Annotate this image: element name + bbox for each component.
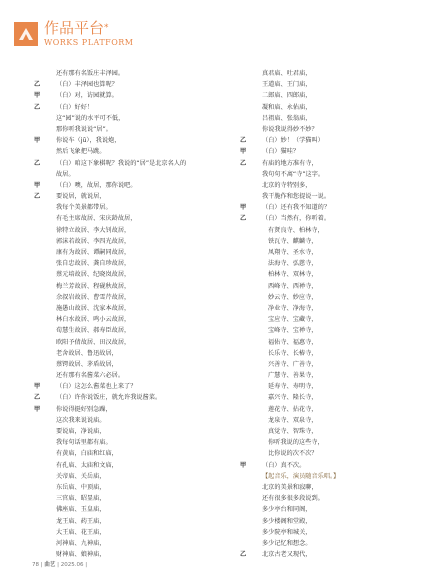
script-line [240, 180, 415, 191]
script-line [240, 135, 415, 146]
line-text: 要说居，就说居， [56, 193, 106, 201]
right-text-column [240, 68, 415, 560]
script-line [240, 504, 415, 515]
line-text: 龙泉寺、双泉寺， [268, 416, 318, 424]
line-text: 我句句不离“寺”这字。 [262, 170, 325, 178]
script-line [34, 90, 209, 101]
script-line [34, 504, 209, 515]
script-line [34, 213, 209, 224]
line-text: 长乐寺、长椿寺， [268, 349, 318, 357]
script-line [240, 124, 415, 135]
line-text: 兴善寺、广善寺， [268, 360, 318, 368]
line-text: 财神庙、娘神庙， [56, 551, 106, 559]
speaker-label: 甲 [240, 148, 247, 156]
line-text: 二郎庙、四郎庙， [262, 92, 312, 100]
line-text: 北京的美景和寂聊， [262, 483, 318, 491]
script-line [34, 202, 209, 213]
page-number: 78 [32, 562, 39, 568]
script-line [34, 102, 209, 113]
script-line [240, 247, 415, 258]
script-line [240, 258, 415, 269]
speaker-label: 甲 [34, 405, 41, 413]
script-line [34, 135, 209, 146]
script-line [240, 202, 415, 213]
section-title [44, 20, 109, 36]
script-line [240, 314, 415, 325]
script-line [34, 68, 209, 79]
line-text: 北京古老又现代， [262, 551, 312, 559]
line-text: 真君庙、吐君庙， [262, 70, 312, 77]
script-line [34, 404, 209, 415]
script-line [34, 437, 209, 448]
script-line [34, 79, 209, 90]
script-line [240, 325, 415, 336]
script-line [34, 516, 209, 527]
line-text: 龙王庙、药王庙， [56, 517, 106, 525]
script-line [240, 381, 415, 392]
magazine-name: 曲艺 [44, 562, 56, 568]
line-text: 妙云寺、妙应寺， [268, 293, 318, 301]
line-text: 还有那有名饭庄丰泽园。 [56, 70, 125, 77]
line-text: （白）对，访园就算。 [56, 92, 118, 100]
script-line [34, 180, 209, 191]
line-text: 你说我说得妙不妙？ [262, 125, 318, 133]
line-text: 故居。 [56, 170, 75, 178]
script-line [240, 538, 415, 549]
left-text-column [34, 68, 209, 560]
line-text: 有毛主席故居、宋庆龄故居， [56, 215, 137, 223]
line-text: 林白水故居、鸣小云故居， [56, 316, 131, 324]
script-line [34, 348, 209, 359]
line-text: 西峰寺、西禅寺， [268, 282, 318, 290]
line-text: 佛座庙、玉皇庙， [56, 506, 106, 514]
speaker-label: 甲 [34, 137, 41, 145]
script-line [240, 79, 415, 90]
line-text: 然后飞象把马跳。 [56, 148, 106, 156]
line-text: 福佑寺、福惠寺， [268, 338, 318, 346]
line-text: （白）还有我不知道的？ [262, 204, 331, 212]
script-line [34, 370, 209, 381]
line-text: 净业寺、净海寺， [268, 304, 318, 312]
script-line [240, 90, 415, 101]
script-line [240, 236, 415, 247]
line-text: 这次我来说说庙。 [56, 416, 106, 424]
line-text: 康有为故居、谭嗣同故居， [56, 249, 131, 256]
line-text: 比你说的次不次？ [268, 450, 318, 458]
script-line [240, 303, 415, 314]
script-line [34, 303, 209, 314]
line-text: 那你听我说说“居”。 [56, 125, 112, 133]
line-text: 北京的寺特别多， [262, 181, 312, 189]
line-text: 荀慧生故居、郝寿臣故居， [56, 327, 131, 335]
script-line [34, 124, 209, 135]
script-line [240, 482, 415, 493]
script-line [34, 281, 209, 292]
page-header [0, 0, 427, 52]
line-text: 蔡元培故居、纪晓岚故居， [56, 271, 131, 279]
script-line [240, 213, 415, 224]
line-text: 张自忠故居、龚自珍故居， [56, 260, 131, 268]
line-text: 蔡锷故居、茅盾故居， [56, 360, 118, 368]
footer-separator: | [40, 562, 43, 568]
line-text: 我每句话里都有庙。 [56, 439, 112, 447]
line-text: 有孔庙、太庙和文庙， [56, 461, 118, 469]
speaker-label: 乙 [240, 159, 247, 167]
script-line [240, 113, 415, 124]
line-text: （白）猫哇？ [262, 148, 300, 156]
line-text: 你说得挺好别急躁， [56, 405, 112, 413]
script-line [34, 460, 209, 471]
script-line [240, 68, 415, 79]
line-text: （白）真不次。 [262, 461, 306, 469]
section-title-text: 作品平台 [44, 19, 105, 37]
line-text: 徐特立故居、李大钊故居， [56, 226, 131, 234]
script-line [34, 325, 209, 336]
line-text: 嘉兴寺、隆长寺， [268, 394, 318, 402]
speaker-label: 甲 [240, 461, 247, 469]
script-line [34, 392, 209, 403]
section-title-en: WORKS PLATFORM [44, 38, 134, 47]
speaker-label: 乙 [240, 137, 247, 145]
script-line [240, 437, 415, 448]
speaker-label: 甲 [34, 92, 41, 100]
script-line [34, 258, 209, 269]
script-line [240, 415, 415, 426]
page-footer [32, 560, 87, 568]
issue-date: 2025.06 | [60, 562, 88, 568]
line-text: 吕祖庙、张翁庙， [262, 114, 312, 122]
stage-direction: 【起音乐，演员随音乐唱。】 [262, 472, 340, 480]
script-line [240, 158, 415, 169]
script-line [34, 549, 209, 560]
script-line [240, 225, 415, 236]
line-text: 多少院亭和城关， [262, 528, 312, 536]
line-text: 你听我说的这些寺， [268, 439, 324, 447]
script-line [240, 448, 415, 459]
line-text: 要说庙，净说庙， [56, 428, 106, 435]
script-line [34, 337, 209, 348]
line-text: （白）许你说饭庄，就允许我说酱菜。 [56, 394, 162, 402]
line-text: 施愚山故居、沈家本故居， [56, 304, 131, 312]
script-line [240, 549, 415, 560]
line-text: 有贤良寺、柏林寺， [268, 226, 324, 234]
line-text: 梅兰芳故居、程砚秋故居， [56, 282, 131, 290]
script-line [34, 191, 209, 202]
line-text: 你说车（jū），我说炮， [56, 137, 121, 145]
script-line [240, 281, 415, 292]
line-text: （白）好好！ [56, 103, 94, 111]
script-line [34, 236, 209, 247]
line-text: 还有很多很多段说到。 [262, 495, 324, 503]
script-line [34, 292, 209, 303]
line-text: 宝应寺、宝藏寺， [268, 316, 318, 324]
script-line [240, 471, 415, 482]
script-line [240, 102, 415, 113]
script-line [240, 493, 415, 504]
line-text: 多少亭台和同阁， [262, 506, 312, 514]
line-text: 关帝庙、关岳庙， [56, 472, 106, 480]
line-text: 我每个美景都带居。 [56, 204, 112, 212]
line-text: 真觉寺、智珠寺， [268, 428, 318, 435]
line-text: 法海寺、弘慈寺， [268, 260, 318, 268]
script-line [240, 292, 415, 303]
script-line [240, 359, 415, 370]
script-line [240, 191, 415, 202]
script-line [34, 381, 209, 392]
script-line [34, 538, 209, 549]
line-text: 郭沫若故居、李四光故居， [56, 237, 131, 245]
speaker-label: 甲 [240, 204, 247, 212]
script-line [240, 269, 415, 280]
line-text: （白）丰泽园也算呢？ [56, 81, 118, 89]
footer-separator: | [57, 562, 59, 568]
speaker-label: 乙 [34, 103, 41, 111]
line-text: 莲花寺、拈花寺， [268, 405, 318, 413]
line-text: 广慧寺、善果寺， [268, 372, 318, 380]
line-text: 还有那有名酱菜六必居。 [56, 372, 125, 380]
script-line [240, 404, 415, 415]
line-text: 宝峰寺、宝禅寺， [268, 327, 318, 335]
line-text: 延寿寺、寿明寺， [268, 383, 318, 391]
script-line [34, 158, 209, 169]
line-text: （白）噢，故居，那你说吧。 [56, 181, 137, 189]
line-text: 欧阳予倩故居、田汉故居， [56, 338, 131, 346]
script-line [34, 471, 209, 482]
line-text: 大王庙、花王庙， [56, 528, 106, 536]
speaker-label: 乙 [34, 193, 41, 201]
line-text: 我干脆作和您提说一说。 [262, 193, 331, 201]
script-line [240, 392, 415, 403]
column-logo-icon [14, 22, 38, 46]
script-line [34, 169, 209, 180]
speaker-label: 甲 [34, 383, 41, 391]
line-text: 柏林寺、双林寺， [268, 271, 318, 279]
speaker-label: 乙 [240, 215, 247, 223]
script-line [34, 448, 209, 459]
script-line [240, 146, 415, 157]
speaker-label: 乙 [34, 81, 41, 89]
script-line [34, 415, 209, 426]
line-text: 凤翔寺、圣水寺， [268, 249, 318, 256]
script-line [34, 113, 209, 124]
line-text: 三官庙、昭显庙， [56, 495, 106, 503]
script-line [34, 314, 209, 325]
line-text: 凝和庙、永佑庙， [262, 103, 312, 111]
section-title-mark: * [104, 23, 109, 33]
script-line [240, 337, 415, 348]
line-text: 东岳庙、中顶庙， [56, 483, 106, 491]
line-text: 河神庙、九神庙， [56, 539, 106, 547]
line-text: 有黄庙，白庙和红庙， [56, 450, 118, 458]
script-line [34, 426, 209, 437]
speaker-label: 甲 [34, 181, 41, 189]
line-text: （白）当然有，你听着。 [262, 215, 331, 223]
line-text: 老舍故居、鲁迅故居， [56, 349, 118, 357]
line-text: 多少楼阁和堂殿， [262, 517, 312, 525]
line-text: 有庙的地方准有寺， [262, 159, 318, 167]
line-text: 余叔岩故居、曹雪芹故居， [56, 293, 131, 301]
line-text: （白）妙！（学猫叫） [262, 137, 324, 145]
script-line [240, 370, 415, 381]
line-text: （白）这怎么酱菜也上来了？ [56, 383, 137, 391]
line-text: （白）咱这下象棋呢？我说的“居”是北京名人的 [56, 159, 187, 167]
script-line [240, 426, 415, 437]
speaker-label: 乙 [240, 551, 247, 559]
line-text: 多少记忆和想念。 [262, 539, 312, 547]
script-line [240, 460, 415, 471]
script-line [34, 493, 209, 504]
script-line [240, 527, 415, 538]
speaker-label: 乙 [34, 159, 41, 167]
script-line [34, 527, 209, 538]
script-line [240, 169, 415, 180]
script-line [34, 269, 209, 280]
line-text: 铁瓦寺、麒麟寺， [268, 237, 318, 245]
script-line [34, 247, 209, 258]
script-line [240, 348, 415, 359]
script-line [34, 146, 209, 157]
script-line [34, 359, 209, 370]
script-line [34, 482, 209, 493]
script-line [34, 225, 209, 236]
script-line [240, 516, 415, 527]
speaker-label: 乙 [34, 394, 41, 402]
line-text: 这“园”说的水平可不低， [56, 114, 125, 122]
line-text: 王道庙、王门庙， [262, 81, 312, 89]
